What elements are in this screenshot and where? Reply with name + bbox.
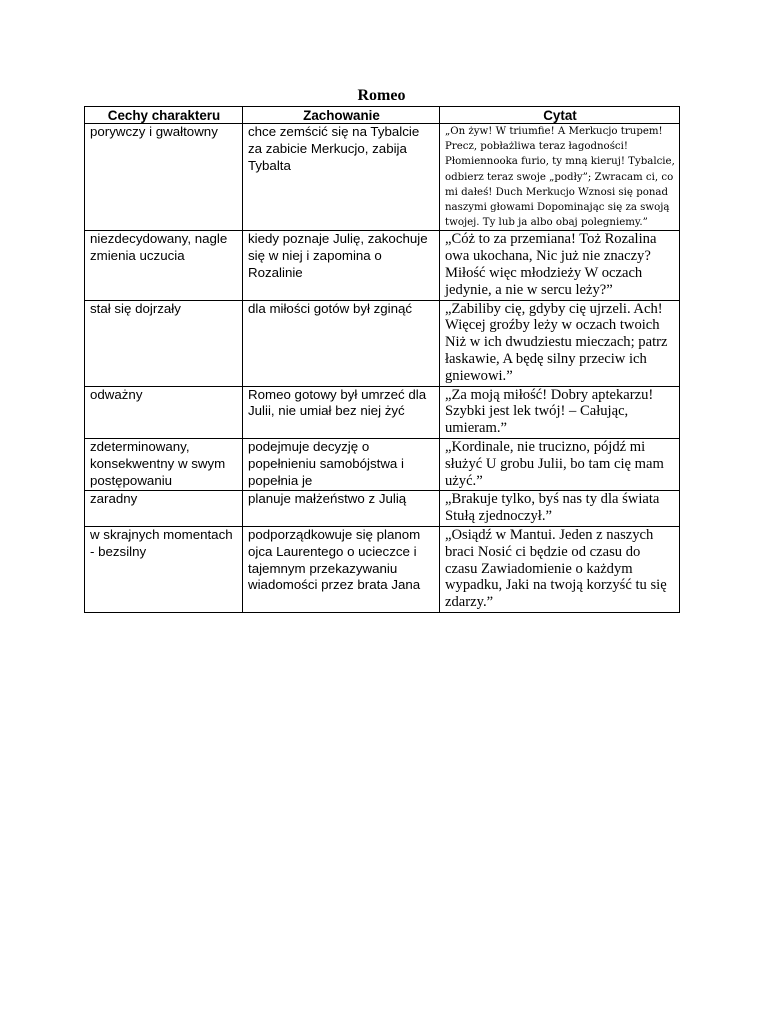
trait-cell: niezdecydowany, nagle zmienia uczucia	[85, 231, 243, 300]
quote-cell: „Zabiliby cię, gdyby cię ujrzeli. Ach! Więcej groźby leży w oczach twoich Niż w ich dwudziestu mieczach; patrz łaskawie, A będę silny przeciw ich gniewowi.”	[440, 300, 680, 386]
quote-cell: „Kordinale, nie trucizno, pójdź mi służyć U grobu Julii, bo tam cię mam użyć.”	[440, 438, 680, 490]
quote-cell: „Za moją miłość! Dobry aptekarzu! Szybki jest lek twój! – Całując, umieram.”	[440, 386, 680, 438]
header-trait: Cechy charakteru	[85, 107, 243, 124]
table-row	[85, 386, 680, 438]
behavior-cell: Romeo gotowy był umrzeć dla Julii, nie umiał bez niej żyć	[243, 386, 440, 438]
table-row	[85, 300, 680, 386]
trait-cell: zdeterminowany, konsekwentny w swym postępowaniu	[85, 438, 243, 490]
quote-cell: „On żyw! W triumfie! A Merkucjo trupem! Precz, pobłażliwa teraz łagodności! Płomiennooka furio, ty mną kieruj! Tybalcie, odbierz teraz swoje „podły”; Zwracam ci, co mi dałeś! Duch Merkucjo Wznosi się ponad naszymi głowami Dopominając się za swoją twojej. Ty lub ja albo obaj polegniemy.”	[440, 124, 680, 231]
header-quote: Cytat	[440, 107, 680, 124]
trait-cell: stał się dojrzały	[85, 300, 243, 386]
behavior-cell: dla miłości gotów był zginąć	[243, 300, 440, 386]
table-row	[85, 438, 680, 490]
table-row	[85, 526, 680, 612]
quote-cell: „Brakuje tylko, byś nas ty dla świata Stułą zjednoczył.”	[440, 491, 680, 527]
quote-cell: „Osiądź w Mantui. Jeden z naszych braci Nosić ci będzie od czasu do czasu Zawiadomienie o każdym wypadku, Jaki na twoją korzyść tu się zdarzy.”	[440, 526, 680, 612]
table-row	[85, 491, 680, 527]
table-row	[85, 231, 680, 300]
table-row	[85, 124, 680, 231]
trait-cell: w skrajnych momentach - bezsilny	[85, 526, 243, 612]
table-header-row	[85, 107, 680, 124]
header-behavior: Zachowanie	[243, 107, 440, 124]
trait-cell: odważny	[85, 386, 243, 438]
trait-cell: zaradny	[85, 491, 243, 527]
trait-cell: porywczy i gwałtowny	[85, 124, 243, 231]
behavior-cell: podporządkowuje się planom ojca Laurentego o ucieczce i tajemnym przekazywaniu wiadomości przez brata Jana	[243, 526, 440, 612]
behavior-cell: podejmuje decyzję o popełnieniu samobójstwa i popełnia je	[243, 438, 440, 490]
document-title: Romeo	[357, 87, 406, 104]
quote-cell: „Cóż to za przemiana! Toż Rozalina owa ukochana, Nic już nie znaczy? Miłość więc młodzieży W oczach jedynie, a nie w sercu leży?”	[440, 231, 680, 300]
behavior-cell: planuje małżeństwo z Julią	[243, 491, 440, 527]
behavior-cell: chce zemścić się na Tybalcie za zabicie Merkucjo, zabija Tybalta	[243, 124, 440, 231]
behavior-cell: kiedy poznaje Julię, zakochuje się w niej i zapomina o Rozalinie	[243, 231, 440, 300]
character-traits-table	[84, 106, 680, 613]
